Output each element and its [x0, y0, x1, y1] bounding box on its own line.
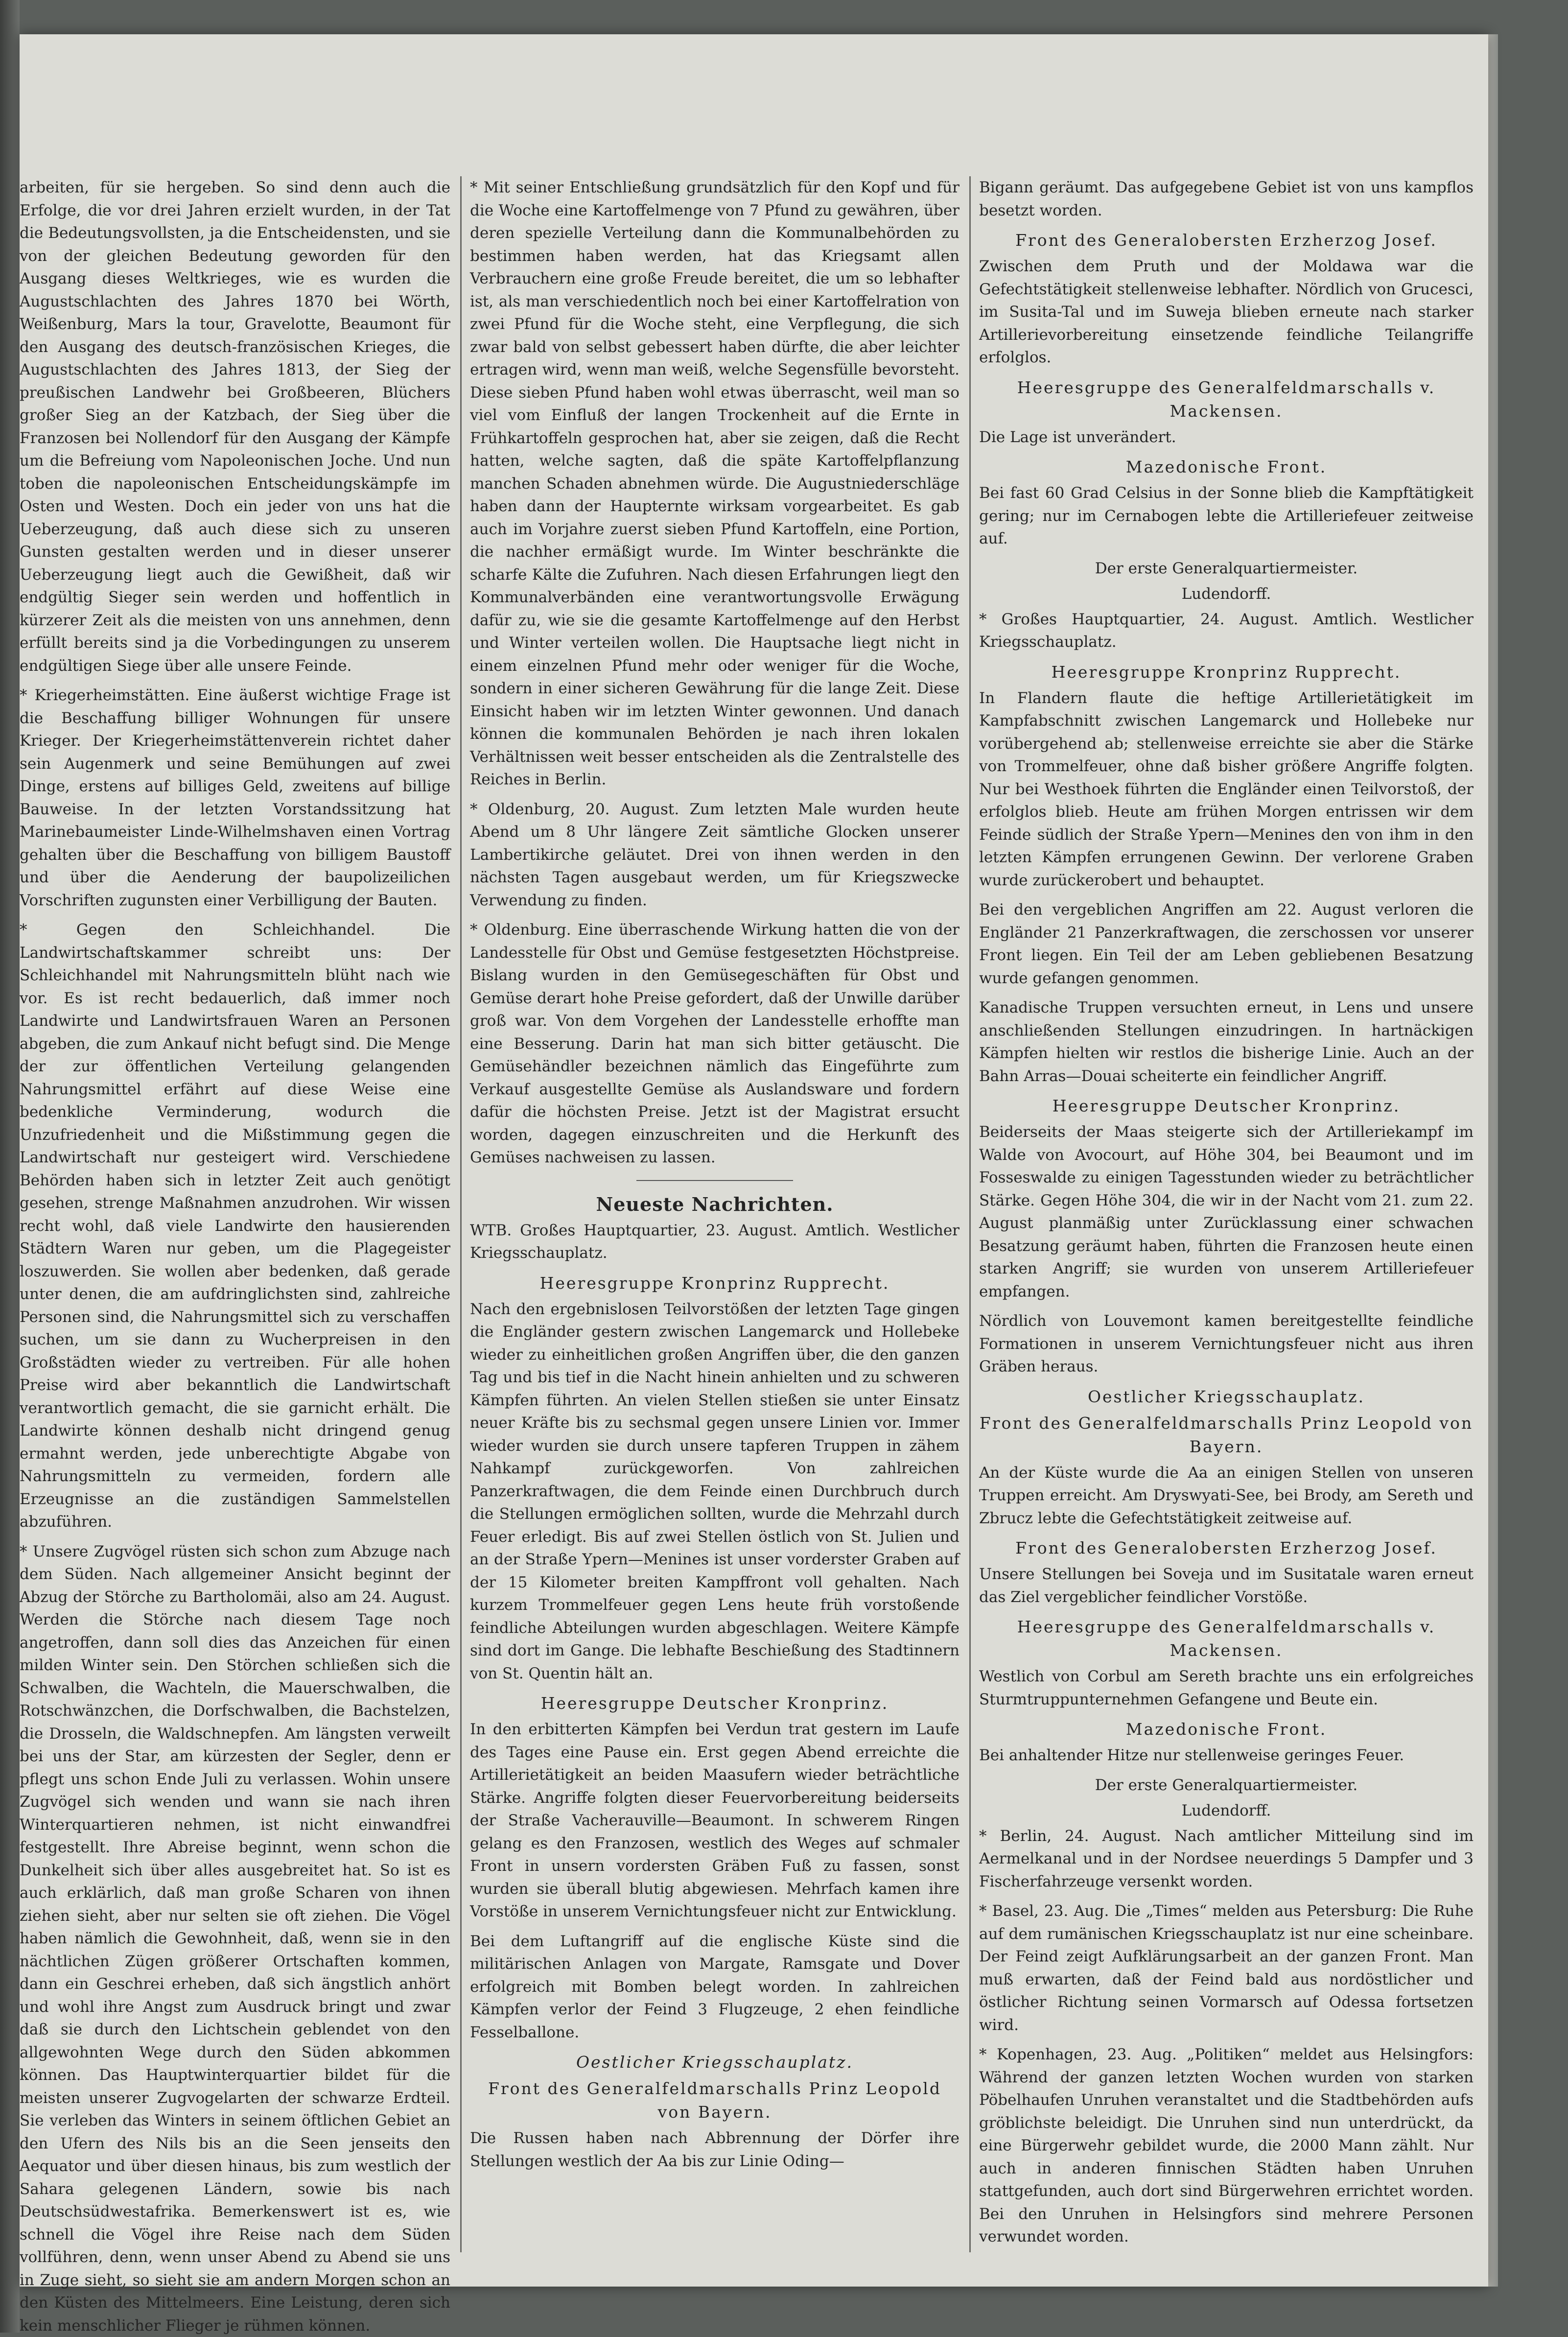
signature-title: Der erste Generalquartiermeister.: [979, 1774, 1474, 1796]
signature-name: Ludendorff.: [979, 583, 1474, 605]
article-schleichhandel: * Gegen den Schleichhandel. Die Landwirtschaftskammer schreibt uns: Der Schleichhandel mit Nahrungsmitteln blüht nach wie vor. Es ist recht bedauerlich, daß immer noch Landwirte und Landwirtsfrauen Waren an Personen abgeben, die zum Ankauf nicht befugt sind. Die Menge der zur öffentlichen Verteilung gelangenden Nahrungsmittel erfährt auf diese Weise eine bedenkliche Verminderung, wodurch die Unzufriedenheit und die Mißstimmung gegen die Landwirtschaft nur gesteigert wird. Verschiedene Behörden haben sich in letzter Zeit auch genötigt gesehen, strenge Maßnahmen anzudrohen. Wir wissen recht wohl, daß viele Landwirte den hausierenden Städtern Waren nur geben, um die Plagegeister loszuwerden. Sie wollen aber bedenken, daß gerade unter denen, die am aufdringlichsten sind, zahlreiche Personen sind, die Nahrungsmittel sich zu verschaffen suchen, um sie dann zu Wucherpreisen in den Großstädten wieder zu vertreiben. Für alle hohen Preise wird aber bekanntlich die Landwirtschaft verantwortlich gemacht, die sie garnicht erhält. Die Landwirte können deshalb nicht dringend genug ermahnt werden, jede unberechtigte Abgabe von Nahrungsmitteln zu vermeiden, fordern alle Erzeugnisse an die zuständigen Sammelstellen abzuführen.: [20, 919, 450, 1534]
report-paragraph: Zwischen dem Pruth und der Moldawa war die Gefechtstätigkeit stellenweise lebhafter. Nördlich von Grucesci, im Susita-Tal und im Suweja blieben erneute nach starker Artillerievorbereitung einsetzende feindliche Teilangriffe erfolglos.: [979, 255, 1474, 369]
report-paragraph: An der Küste wurde die Aa an einigen Stellen von unseren Truppen erreicht. Am Dryswyati-See, bei Brody, am Sereth und Zbrucz lebte die Gefechtstätigkeit zeitweise auf.: [979, 1462, 1474, 1530]
report-paragraph: Die Lage ist unverändert.: [979, 426, 1474, 449]
report-paragraph: In Flandern flaute die heftige Artillerietätigkeit im Kampfabschnitt zwischen Langemarck und Hollebeke nur vorübergehend ab; stellenweise erreichte sie aber die Stärke von Trommelfeuer, ohne daß bisher größere Angriffe folgten. Nur bei Westhoek führten die Engländer einen Teilvorstoß, der erfolglos blieb. Heute am frühen Morgen entrissen wir dem Feinde südlich der Straße Ypern—Menines den von ihm in den letzten Kämpfen errungenen Gewinn. Der verlorene Graben wurde zurückerobert und behauptet.: [979, 687, 1474, 892]
section-divider: [636, 1180, 793, 1181]
report-paragraph: Nach den ergebnislosen Teilvorstößen der letzten Tage gingen die Engländer gestern zwischen Langemarck und Hollebeke wieder zu einheitlichen großen Angriffen über, die den ganzen Tag und bis tief in die Nacht hinein anhielten und zu schweren Kämpfen führten. An vielen Stellen stießen sie unter Einsatz neuer Kräfte bis zu sechsmal gegen unsere Linien vor. Immer wieder wurden sie durch unsere tapferen Truppen in zähem Nahkampf zurückgeworfen. Von zahlreichen Panzerkraftwagen, die dem Feinde einen Durchbruch durch die Stellungen ermöglichen sollten, wurde die Mehrzahl durch Feuer erledigt. Bis auf zwei Stellen östlich von St. Julien und an der Straße Ypern—Menines ist unser vorderster Graben auf der 15 Kilometer breiten Kampffront voll gehalten. Nach kurzem Trommelfeuer gegen Lens heute früh vorstoßende feindliche Abteilungen wurden abgeschlagen. Weitere Kämpfe sind dort im Gange. Die lebhafte Beschießung des Stadtinnern von St. Quentin hält an.: [470, 1298, 960, 1685]
page-stack-edge: [1488, 34, 1498, 2287]
report-paragraph: Bei den vergeblichen Angriffen am 22. August verloren die Engländer 21 Panzerkraftwagen, die zerschossen vor unserer Front liegen. Ein Teil der am Leben gebliebenen Besatzung wurde gefangen genommen.: [979, 898, 1474, 990]
article-paragraph: arbeiten, für sie hergeben. So sind denn auch die Erfolge, die vor drei Jahren erzielt wurden, in der Tat die Bedeutungsvollsten, ja die Entscheidensten, und sie von der gleichen Bedeutung geworden für den Ausgang dieses Weltkrieges, wie es wurden die Augustschlachten des Jahres 1870 bei Wörth, Weißenburg, Mars la tour, Gravelotte, Beaumont für den Ausgang des deutsch-französischen Krieges, die Augustschlachten des Jahres 1813, der Sieg der preußischen Landwehr bei Großbeeren, Blüchers großer Sieg an der Katzbach, der Sieg über die Franzosen bei Nollendorf für den Ausgang der Kämpfe um die Befreiung vom Napoleonischen Joche. Und nun toben die napoleonischen Entscheidungskämpfe im Osten und Westen. Doch ein jeder von uns hat die Ueberzeugung, daß auch diese sich zu unseren Gunsten gestalten werden und in dieser unserer Ueberzeugung liegt auch die Gewißheit, daß wir endgültig Sieger sein werden und hoffentlich in kürzerer Zeit als die meisten von uns annehmen, denn erfüllt bereits sind ja die Vorbedingungen zu unserem endgültigen Siege über alle unsere Feinde.: [20, 176, 450, 677]
subheading: Front des Generalobersten Erzherzog Josef.: [979, 1536, 1474, 1560]
subheading: Mazedonische Front.: [979, 455, 1474, 479]
article-berlin: * Berlin, 24. August. Nach amtlicher Mitteilung sind im Aermelkanal und in der Nordsee neuerdings 5 Dampfer und 3 Fischerfahrzeuge versenkt worden.: [979, 1825, 1474, 1893]
subheading: Mazedonische Front.: [979, 1718, 1474, 1741]
report-dateline: WTB. Großes Hauptquartier, 23. August. Amtlich. Westlicher Kriegsschauplatz.: [470, 1219, 960, 1265]
column-right: [979, 176, 1474, 2252]
article-kopenhagen: * Kopenhagen, 23. Aug. „Politiken“ meldet aus Helsingfors: Während der ganzen letzten Wochen wurden von starken Pöbelhaufen Unruhen veranstaltet und die Stadtbehörden aufs gröblichste beleidigt. Die Unruhen sind nun unterdrückt, da eine Bürgerwehr gebildet wurde, die 2000 Mann zählt. Nur auch in anderen finnischen Städten haben Unruhen stattgefunden, auch dort sind Bürgerwehren errichtet worden. Bei den Unruhen in Helsingfors sind mehrere Personen verwundet worden.: [979, 2043, 1474, 2248]
report-paragraph: Bei anhaltender Hitze nur stellenweise geringes Feuer.: [979, 1744, 1474, 1767]
report-paragraph: Beiderseits der Maas steigerte sich der Artilleriekampf im Walde von Avocourt, auf Höhe 304, bei Beaumont und im Fosseswalde zu einigen Tagesstunden wieder zu beträchtlicher Stärke. Gegen Höhe 304, die wir in der Nacht vom 21. zum 22. August planmäßig unter Zurücklassung einer schwachen Besatzung geräumt haben, führten die Franzosen heute einen starken Angriff; sie wurden von unserem Artilleriefeuer empfangen.: [979, 1121, 1474, 1303]
report-paragraph: Kanadische Truppen versuchten erneut, in Lens und unsere anschließenden Stellungen einzudringen. In hartnäckigen Kämpfen hielten wir restlos die bisherige Linie. Auch an der Bahn Arras—Douai scheiterte ein feindlicher Angriff.: [979, 996, 1474, 1087]
article-zugvoegel: * Unsere Zugvögel rüsten sich schon zum Abzuge nach dem Süden. Nach allgemeiner Ansicht beginnt der Abzug der Störche zu Bartholomäi, also am 24. August. Werden die Störche nach diesem Tage noch angetroffen, dann soll dies das Anzeichen für einen milden Winter sein. Den Störchen schließen sich die Schwalben, die Wachteln, die Mauerschwalben, die Rotschwänzchen, die Dorfschwalben, die Bachstelzen, die Drosseln, die Waldschnepfen. Am längsten verweilt bei uns der Star, am kürzesten der Segler, denn er pflegt uns schon Ende Juli zu verlassen. Wohin unsere Zugvögel sich wenden und wann sie nach ihren Winterquartieren nehmen, ist nicht einwandfrei festgestellt. Ihre Abreise beginnt, wenn schon die Dunkelheit sich über alles ausgebreitet hat. So ist es auch erklärlich, daß man große Scharen von ihnen ziehen sieht, aber nur selten sie oft ziehen. Die Vögel haben nämlich die Gewohnheit, daß, wenn sie in den nächtlichen Zügen größerer Ortschaften kommen, dann ein Geschrei erheben, daß sich ängstlich anhört und wohl ihre Angst zum Ausdruck bringt und zwar daß sie durch den Lichtschein geblendet von den allgewohnten Wege durch den Süden abkommen können. Das Hauptwinterquartier bildet für die meisten unserer Zugvogelarten der schwarze Erdteil. Sie verleben das Winters in seinem öftlichen Gebiet an den Ufern des Nils bis an die Seen jenseits den Aequator und über diesen hinaus, bis zum westlich der Sahara gelegenen Ländern, sowie bis nach Deutschsüdwestafrika. Bemerkenswert ist es, wie schnell die Vögel ihre Reise nach dem Süden vollführen, denn, wenn unser Abend zu Abend sie uns in Zuge sieht, so sieht sie am andern Morgen schon an den Küsten des Mittelmeers. Eine Leistung, deren sich kein menschlicher Flieger je rühmen können.: [20, 1540, 450, 2337]
report-paragraph: In den erbitterten Kämpfen bei Verdun trat gestern im Laufe des Tages eine Pause ein. Erst gegen Abend erreichte die Artillerietätigkeit an beiden Maasufern wieder beträchtliche Stärke. Angriffe folgten dieser Feuervorbereitung beiderseits der Straße Vacherauville—Beaumont. In schwerem Ringen gelang es den Franzosen, westlich des Weges auf schmaler Front in unsern vordersten Gräben Fuß zu fassen, sonst wurden sie überall blutig abgewiesen. Mehrfach kamen ihre Vorstöße in unserem Vernichtungsfeuer nicht zur Entwicklung.: [470, 1718, 960, 1923]
report-paragraph: Westlich von Corbul am Sereth brachte uns ein erfolgreiches Sturmtruppunternehmen Gefangene und Beute ein.: [979, 1665, 1474, 1711]
subheading: Front des Generalfeldmarschalls Prinz Leopold von Bayern.: [979, 1412, 1474, 1459]
report-paragraph: Die Russen haben nach Abbrennung der Dörfer ihre Stellungen westlich der Aa bis zur Linie Oding—: [470, 2127, 960, 2172]
article-oldenburg-gemuese: * Oldenburg. Eine überraschende Wirkung hatten die von der Landesstelle für Obst und Gemüse festgesetzten Höchstpreise. Bislang wurden in den Gemüsegeschäften für Obst und Gemüse derart hohe Preise gefordert, daß der Unwille darüber groß war. Von dem Vorgehen der Landesstelle erhoffte man eine Besserung. Darin hat man sich bitter getäuscht. Die Gemüsehändler bezeichnen nämlich das Eingeführte zum Verkauf ausgestellte Gemüse als Auslandsware und fordern dafür die höchsten Preise. Jetzt ist der Magistrat ersucht worden, dagegen einzuschreiten und die Herkunft des Gemüses nachweisen zu lassen.: [470, 919, 960, 1169]
report-paragraph: Bei fast 60 Grad Celsius in der Sonne blieb die Kampftätigkeit gering; nur im Cernabogen lebte die Artilleriefeuer zeitweise auf.: [979, 482, 1474, 550]
report-paragraph: Bei dem Luftangriff auf die englische Küste sind die militärischen Anlagen von Margate, Ramsgate und Dover erfolgreich mit Bomben belegt worden. In zahlreichen Kämpfen verlor der Feind 3 Flugzeuge, 2 ehen feindliche Fesselballone.: [470, 1930, 960, 2044]
article-kriegerheimstaetten: * Kriegerheimstätten. Eine äußerst wichtige Frage ist die Beschaffung billiger Wohnungen für unsere Krieger. Der Kriegerheimstättenverein richtet daher sein Augenmerk und seine Bemühungen auf zwei Dinge, erstens auf billiges Geld, zweitens auf billige Bauweise. In der letzten Vorstandssitzung hat Marinebaumeister Linde-Wilhelmshaven einen Vortrag gehalten über die Beschaffung von billigem Baustoff und über die Aenderung der baupolizeilichen Vorschriften zugunsten einer Verbilligung der Bauten.: [20, 684, 450, 912]
subheading: Heeresgruppe Kronprinz Rupprecht.: [979, 661, 1474, 684]
subheading: Heeresgruppe Kronprinz Rupprecht.: [470, 1272, 960, 1295]
column-middle: [470, 176, 960, 2252]
column-rule: [969, 176, 971, 2252]
book-spine-edge: [0, 0, 20, 2333]
section-heading-neueste-nachrichten: Neueste Nachrichten.: [470, 1193, 960, 1216]
column-left: [20, 176, 450, 2252]
signature-name: Ludendorff.: [979, 1799, 1474, 1822]
article-basel: * Basel, 23. Aug. Die „Times“ melden aus Petersburg: Die Ruhe auf dem rumänischen Kriegsschauplatz ist nur eine scheinbare. Der Feind zeigt Aufklärungsarbeit an der ganzen Front. Man muß erwarten, daß der Feind bald aus nordöstlicher und östlicher Richtung seinen Vormarsch auf Odessa fortsetzen wird.: [979, 1900, 1474, 2036]
article-kartoffeln: * Mit seiner Entschließung grundsätzlich für den Kopf und für die Woche eine Kartoffelmenge von 7 Pfund zu gewähren, über deren spezielle Verteilung dann die Kommunalbehörden zu bestimmen haben werden, hat das Kriegsamt allen Verbrauchern eine große Freude bereitet, die um so lebhafter ist, als man verschiedentlich noch bei einer Kartoffelration von zwei Pfund für die Woche steht, eine Verpflegung, die sich zwar bald von selbst gebessert haben dürfte, die aber leichter ertragen wird, wenn man weiß, welche Segensfülle bevorsteht. Diese sieben Pfund haben wohl etwas überrascht, weil man so viel vom Einfluß der langen Trockenheit auf die Ernte in Frühkartoffeln gesprochen hat, aber sie zeigen, daß die Recht hatten, welche sagten, daß die späte Kartoffelpflanzung manchen Schaden abnehmen würde. Die Augustniederschläge haben dann der Haupternte wirksam vorgearbeitet. Es gab auch im Vorjahre zuerst sieben Pfund Kartoffeln, eine Portion, die nachher ermäßigt wurde. Im Winter beschränkte die scharfe Kälte die Zufuhren. Nach diesen Erfahrungen liegt den Kommunalverbänden eine verantwortungsvolle Erwägung dafür zu, wie sie die gesamte Kartoffelmenge auf den Herbst und Winter verteilen wollen. Die Hauptsache liegt nicht in einem einzelnen Pfund mehr oder weniger für die Woche, sondern in einer sicheren Gewährung für die lange Zeit. Diese Einsicht haben wir im letzten Winter gewonnen. Und danach können die kommunalen Behörden je nach ihren lokalen Verhältnissen weit besser entscheiden als die Zentralstelle des Reiches in Berlin.: [470, 176, 960, 791]
report-paragraph: Nördlich von Louvemont kamen bereitgestellte feindliche Formationen in unserem Vernichtungsfeuer nicht aus ihren Gräben heraus.: [979, 1310, 1474, 1378]
subheading: Front des Generalfeldmarschalls Prinz Leopold von Bayern.: [470, 2077, 960, 2124]
report-paragraph: Bigann geräumt. Das aufgegebene Gebiet ist von uns kampflos besetzt worden.: [979, 176, 1474, 222]
report-dateline: * Großes Hauptquartier, 24. August. Amtlich. Westlicher Kriegsschauplatz.: [979, 608, 1474, 654]
subheading: Heeresgruppe des Generalfeldmarschalls v. Mackensen.: [979, 376, 1474, 423]
newspaper-page: [20, 34, 1488, 2287]
article-oldenburg-glocken: * Oldenburg, 20. August. Zum letzten Male wurden heute Abend um 8 Uhr längere Zeit sämtliche Glocken unserer Lambertikirche geläutet. Drei von ihnen werden in den nächsten Tagen ausgebaut werden, um für Kriegszwecke Verwendung zu finden.: [470, 798, 960, 912]
subheading: Oestlicher Kriegsschauplatz.: [979, 1385, 1474, 1409]
signature-title: Der erste Generalquartiermeister.: [979, 557, 1474, 580]
subheading: Oestlicher Kriegsschauplatz.: [470, 2051, 960, 2074]
subheading: Front des Generalobersten Erzherzog Josef.: [979, 229, 1474, 252]
subheading: Heeresgruppe Deutscher Kronprinz.: [470, 1692, 960, 1715]
subheading: Heeresgruppe Deutscher Kronprinz.: [979, 1094, 1474, 1118]
column-rule: [460, 176, 462, 2252]
report-paragraph: Unsere Stellungen bei Soveja und im Susitatale waren erneut das Ziel vergeblicher feindlicher Vorstöße.: [979, 1563, 1474, 1608]
subheading: Heeresgruppe des Generalfeldmarschalls v. Mackensen.: [979, 1615, 1474, 1662]
